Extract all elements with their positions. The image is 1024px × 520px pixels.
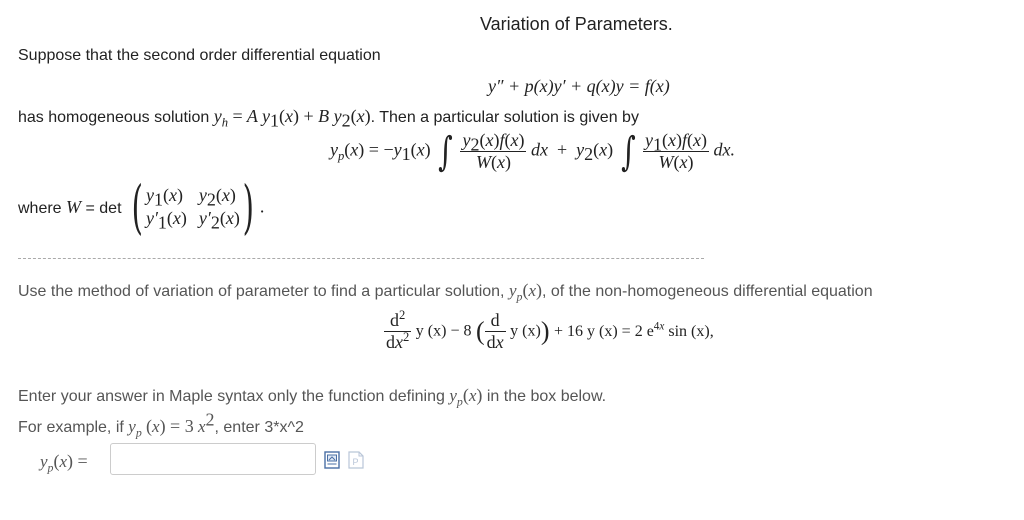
wronskian-definition: where W = det ( $y_1(x)$ $y_2(x)$ $y'_1(x)$ $y'_2(x)$ ) . (18, 173, 265, 241)
homogeneous-formula: $y_h = A$ $y_1(x) + B$ $y_2(x)$ (213, 106, 371, 131)
instruction-prefix: Enter your answer in Maple syntax only the function defining (18, 388, 445, 405)
example-suffix: , enter 3*x^2 (214, 419, 304, 436)
intro-text: Suppose that the second order differential equation (18, 47, 381, 64)
wronskian-matrix: ( $y_1(x)$ $y_2(x)$ $y'_1(x)$ $y'_2(x)$ ) (131, 173, 255, 241)
target-ode: $\frac{d^2}{dx^2}$ y (x) − 8 ( $\frac{d}{dx}$ y (x)) + 16 y (x) = 2 $e^{4x}$ sin (x), (386, 308, 714, 352)
homogeneous-prefix: has homogeneous solution (18, 109, 210, 126)
example-text: For example, if $y_p$ (x) = 3 $x^2$, enter 3*x^2 (18, 409, 304, 440)
svg-text:P: P (352, 457, 359, 467)
instruction-text: Enter your answer in Maple syntax only the function defining $y_p(x)$ in the box below. (18, 385, 607, 409)
section-divider (18, 258, 704, 259)
task-text: Use the method of variation of parameter to find a particular solution, $y_p(x)$, of the non-homogeneous differential equation (18, 280, 873, 304)
homogeneous-suffix: . Then a particular solution is given by (370, 109, 639, 126)
preview-icon[interactable] (324, 451, 340, 469)
maple-help-icon[interactable] (348, 451, 364, 469)
answer-label: $y_p(x)$ = (40, 451, 88, 475)
answer-input[interactable] (110, 443, 316, 475)
particular-solution-formula: $y_p(x) = -y_1(x)$ ∫ $\frac{y_2(x)f(x)}{W(x)}$ dx + $y_2(x)$ ∫ $\frac{y_1(x)f(x)}{W(x)}$ dx. (330, 128, 735, 175)
example-prefix: For example, if (18, 419, 124, 436)
homogeneous-line (18, 106, 639, 131)
instruction-suffix: in the box below. (486, 388, 607, 405)
page-title: Variation of Parameters. (480, 14, 673, 34)
general-ode: y″ + p(x)y′ + q(x)y = f(x) (488, 76, 670, 96)
